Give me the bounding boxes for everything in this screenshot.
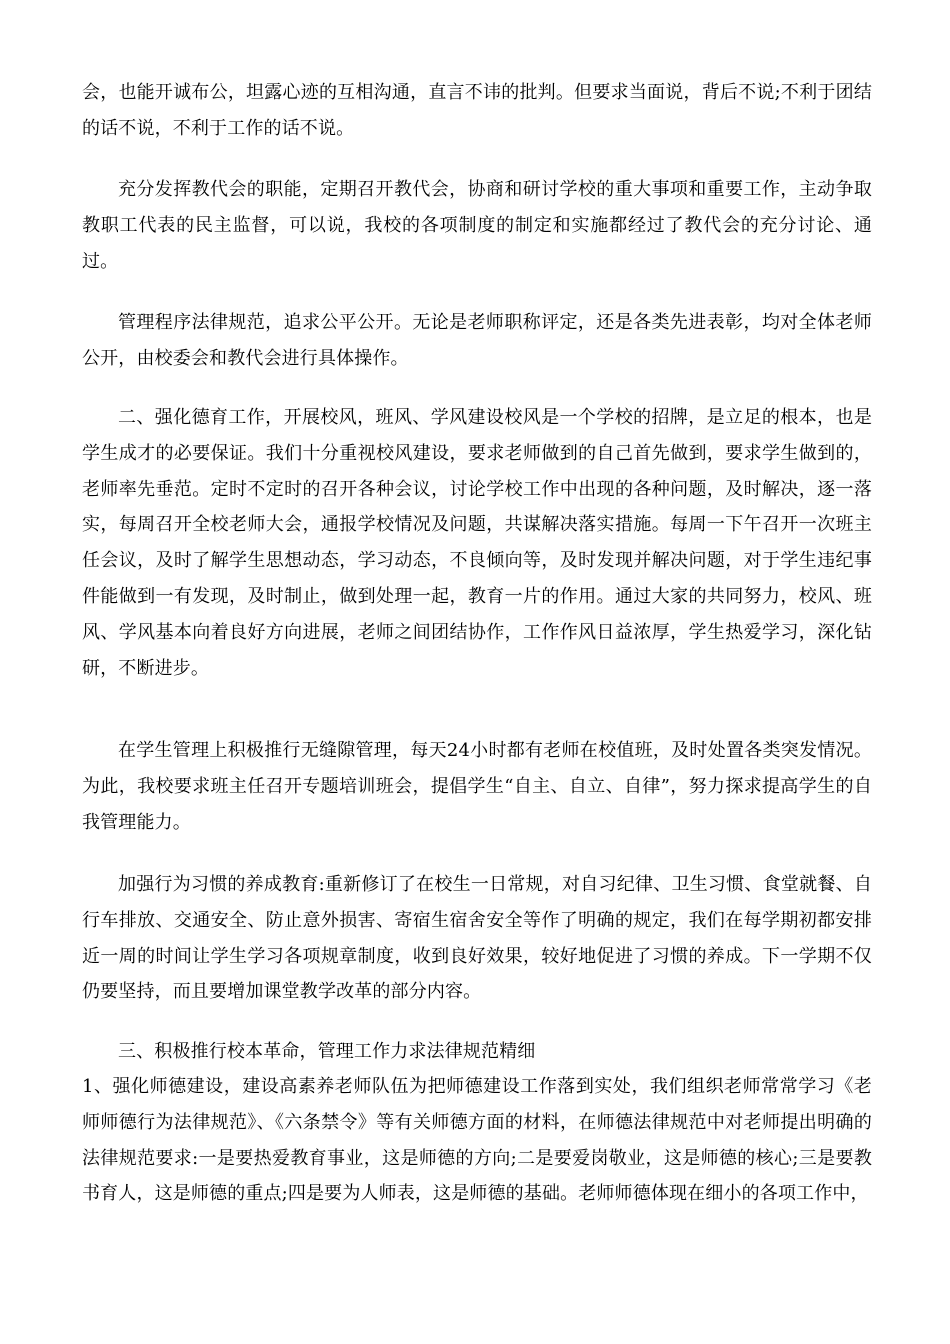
paragraph-4-section-two: 二、强化德育工作，开展校风，班风、学风建设校风是一个学校的招牌，是立足的根本，也是学生成才的必要保证。我们十分重视校风建设，要求老师做到的自己首先做到，要求学生做到的，老师率先垂范。定时不定时的召开各种会议，讨论学校工作中出现的各种问题，及时解决，逐一落实，每周召开全校老师大会，通报学校情况及问题，共谋解决落实措施。每周一下午召开一次班主任会议，及时了解学生思想动态，学习动态，不良倾向等，及时发现并解决问题，对于学生违纪事件能做到一有发现，及时制止，做到处理一起，教育一片的作用。通过大家的共同努力，校风、班风、学风基本向着良好方向进展，老师之间团结协作，工作作风日益浓厚，学生热爱学习，深化钻研，不断进步。 bbox=[82, 407, 872, 679]
paragraph-6: 加强行为习惯的养成教育:重新修订了在校生一日常规，对自习纪律、卫生习惯、食堂就餐、自行车排放、交通安全、防止意外损害、寄宿生宿舍安全等作了明确的规定，我们在每学期初都安排近一周的时间让学生学习各项规章制度，收到良好效果，较好地促进了习惯的养成。下一学期不仅仍要坚持，而且要增加课堂教学改革的部分内容。 bbox=[82, 874, 872, 1003]
paragraph-1: 会，也能开诚布公，坦露心迹的互相沟通，直言不讳的批判。但要求当面说，背后不说;不利于团结的话不说，不利于工作的话不说。 bbox=[82, 82, 872, 139]
paragraph-3: 管理程序法律规范，追求公平公开。无论是老师职称评定，还是各类先进表彰，均对全体老师公开，由校委会和教代会进行具体操作。 bbox=[82, 312, 872, 369]
section-three-heading: 三、积极推行校本革命，管理工作力求法律规范精细 bbox=[118, 1041, 536, 1062]
paragraph-2: 充分发挥教代会的职能，定期召开教代会，协商和研讨学校的重大事项和重要工作，主动争取教职工代表的民主监督，可以说，我校的各项制度的制定和实施都经过了教代会的充分讨论、通过。 bbox=[82, 179, 872, 272]
paragraph-8-item-one: 1、强化师德建设，建设高素养老师队伍为把师德建设工作落到实处，我们组织老师常常学习《老师师德行为法律规范》、《六条禁令》等有关师德方面的材料，在师德法律规范中对老师提出明确的法律规范要求:一是要热爱教育事业，这是师德的方向;二是要爱岗敬业，这是师德的核心;三是要教书育人，这是师德的重点;四是要为人师表，这是师德的基础。老师师德体现在细小的各项工作中， bbox=[82, 1076, 872, 1205]
paragraph-5: 在学生管理上积极推行无缝隙管理，每天24小时都有老师在校值班，及时处置各类突发情况。为此，我校要求班主任召开专题培训班会，提倡学生“自主、自立、自律”，努力探求提高学生的自我管理能力。 bbox=[82, 740, 872, 833]
